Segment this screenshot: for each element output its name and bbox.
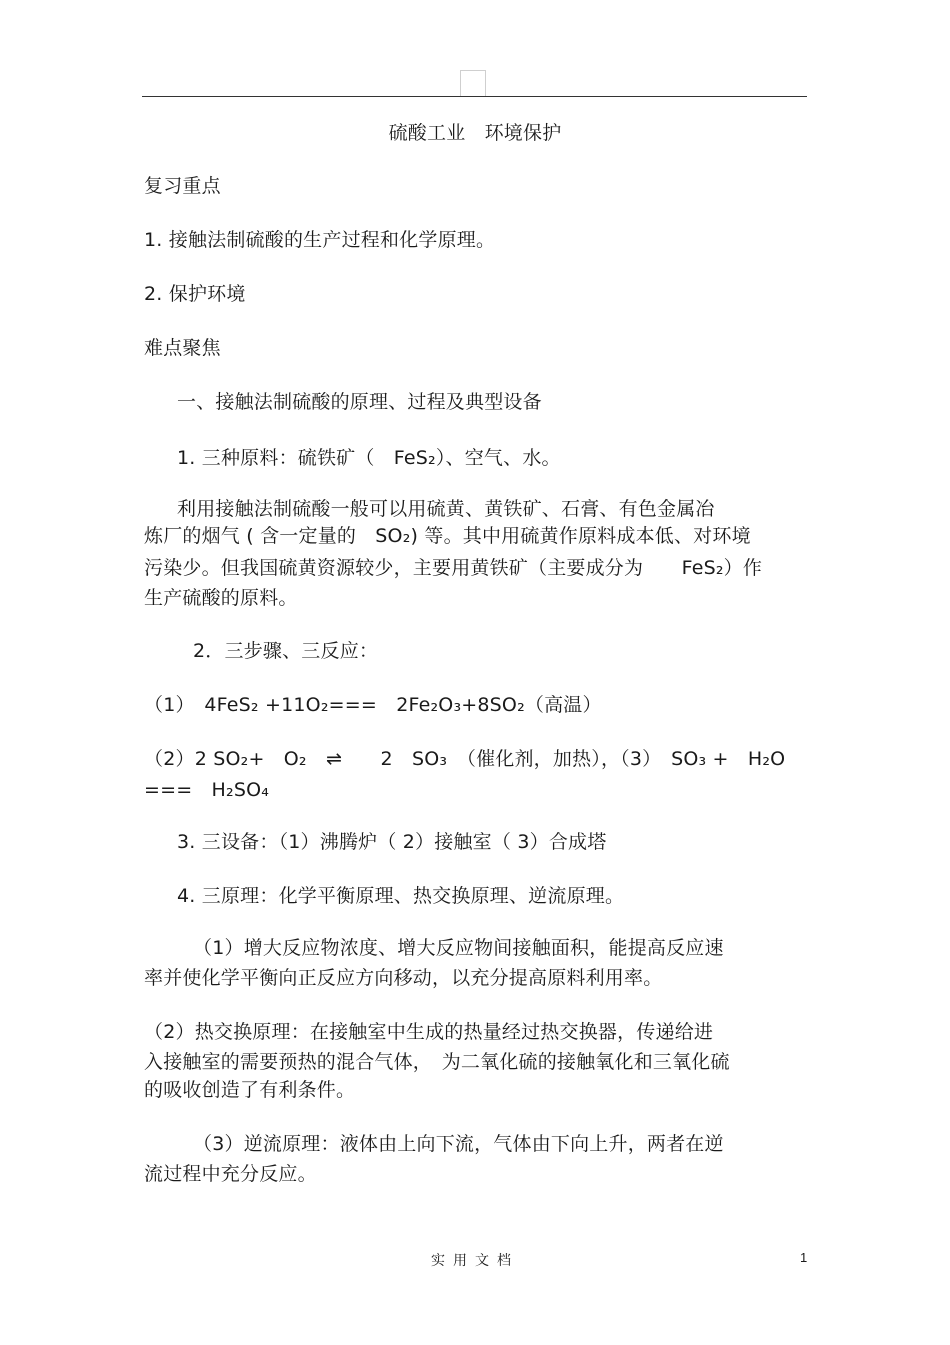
paragraph-line: （1）增大反应物浓度、增大反应物间接触面积，能提高反应速 — [193, 937, 724, 959]
page-number: 1 — [800, 1250, 808, 1265]
reaction-3-cont: === H₂SO₄ — [144, 779, 270, 801]
raw-materials-line: 1. 三种原料：硫铁矿（ FeS₂）、空气、水。 — [177, 447, 561, 469]
section-heading-difficulty: 难点聚焦 — [144, 337, 221, 359]
paragraph-line: （2）热交换原理：在接触室中生成的热量经过热交换器，传递给进 — [144, 1021, 714, 1043]
reaction-1: （1） 4FeS₂ +11O₂=== 2Fe₂O₃+8SO₂（高温） — [144, 694, 602, 716]
reaction-2-3: （2）2 SO₂+ O₂ ⇌ 2 SO₃ （催化剂，加热），（3） SO₃ + H₂O — [144, 748, 786, 770]
paragraph-line: 炼厂的烟气 ( 含一定量的 SO₂) 等。其中用硫黄作原料成本低、对环境 — [144, 525, 751, 547]
paragraph-line: 流过程中充分反应。 — [144, 1163, 317, 1185]
header-rule — [142, 96, 807, 97]
principles-line: 4. 三原理：化学平衡原理、热交换原理、逆流原理。 — [177, 885, 625, 907]
paragraph-line: （3）逆流原理：液体由上向下流，气体由下向上升，两者在逆 — [193, 1133, 724, 1155]
header-mark — [460, 70, 486, 96]
steps-heading: 2．三步骤、三反应： — [193, 640, 379, 662]
review-item-1: 1. 接触法制硫酸的生产过程和化学原理。 — [144, 229, 496, 251]
paragraph-line: 率并使化学平衡向正反应方向移动，以充分提高原料利用率。 — [144, 967, 663, 989]
page-title: 硫酸工业 环境保护 — [388, 122, 562, 144]
section-heading-review: 复习重点 — [144, 175, 221, 197]
paragraph-line: 生产硫酸的原料。 — [144, 587, 298, 609]
paragraph-line: 入接触室的需要预热的混合气体， 为二氧化硫的接触氧化和三氧化硫 — [144, 1051, 730, 1073]
equipment-line: 3. 三设备：（1）沸腾炉（ 2）接触室（ 3）合成塔 — [177, 831, 607, 853]
footer-label: 实用文档 — [431, 1253, 519, 1269]
subsection-heading: 一、接触法制硫酸的原理、过程及典型设备 — [177, 391, 542, 413]
paragraph-line: 利用接触法制硫酸一般可以用硫黄、黄铁矿、石膏、有色金属冶 — [177, 498, 715, 520]
paragraph-line: 污染少。但我国硫黄资源较少，主要用黄铁矿（主要成分为 FeS₂）作 — [144, 557, 763, 579]
review-item-2: 2. 保护环境 — [144, 283, 246, 305]
paragraph-line: 的吸收创造了有利条件。 — [144, 1079, 356, 1101]
